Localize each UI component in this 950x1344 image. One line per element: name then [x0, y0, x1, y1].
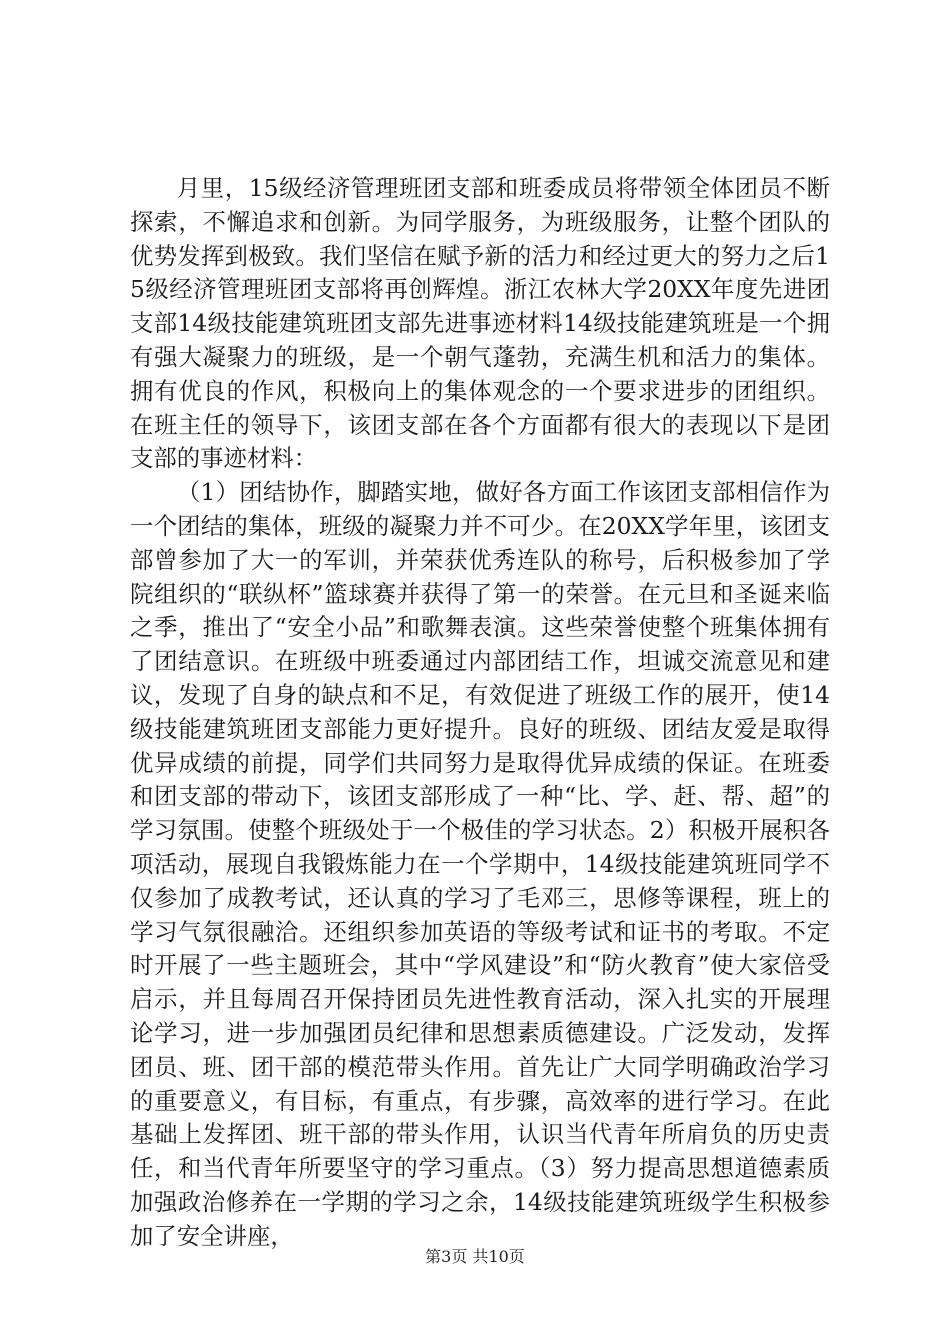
page-number-footer: 第3页 共10页	[425, 1247, 525, 1266]
paragraph-1: 月里，15级经济管理班团支部和班委成员将带领全体团员不断探索，不懈追求和创新。为同学服务，为班级服务，让整个团队的优势发挥到极致。我们坚信在赋予新的活力和经过更大的努力之后15级经济管理班团支部将再创辉煌。浙江农林大学20XX年度先进团支部14级技能建筑班团支部先进事迹材料14级技能建筑班是一个拥有强大凝聚力的班级，是一个朝气蓬勃，充满生机和活力的集体。拥有优良的作风，积极向上的集体观念的一个要求进步的团组织。在班主任的领导下，该团支部在各个方面都有很大的表现以下是团支部的事迹材料：	[130, 174, 830, 473]
document-body	[130, 172, 830, 1254]
paragraph-2: （1）团结协作，脚踏实地，做好各方面工作该团支部相信作为一个团结的集体，班级的凝聚力并不可少。在20XX学年里，该团支部曾参加了大一的军训，并荣获优秀连队的称号，后积极参加了学院组织的“联纵杯”篮球赛并获得了第一的荣誉。在元旦和圣诞来临之季，推出了“安全小品”和歌舞表演。这些荣誉使整个班集体拥有了团结意识。在班级中班委通过内部团结工作，坦诚交流意见和建议，发现了自身的缺点和不足，有效促进了班级工作的展开，使14级技能建筑班团支部能力更好提升。良好的班级、团结友爱是取得优异成绩的前提，同学们共同努力是取得优异成绩的保证。在班委和团支部的带动下，该团支部形成了一种“比、学、赶、帮、超”的学习氛围。使整个班级处于一个极佳的学习状态。2）积极开展积各项活动，展现自我锻炼能力在一个学期中，14级技能建筑班同学不仅参加了成教考试，还认真的学习了毛邓三，思修等课程，班上的学习气氛很融洽。还组织参加英语的等级考试和证书的考取。不定时开展了一些主题班会，其中“学风建设”和“防火教育”使大家倍受启示，并且每周召开保持团员先进性教育活动，深入扎实的开展理论学习，进一步加强团员纪律和思想素质德建设。广泛发动，发挥团员、班、团干部的模范带头作用。首先让广大同学明确政治学习的重要意义，有目标，有重点，有步骤，高效率的进行学习。在此基础上发挥团、班干部的带头作用，认识当代青年所肩负的历史责任，和当代青年所要坚守的学习重点。（3）努力提高思想道德素质加强政治修养在一学期的学习之余，14级技能建筑班级学生积极参加了安全讲座，	[130, 478, 830, 1250]
